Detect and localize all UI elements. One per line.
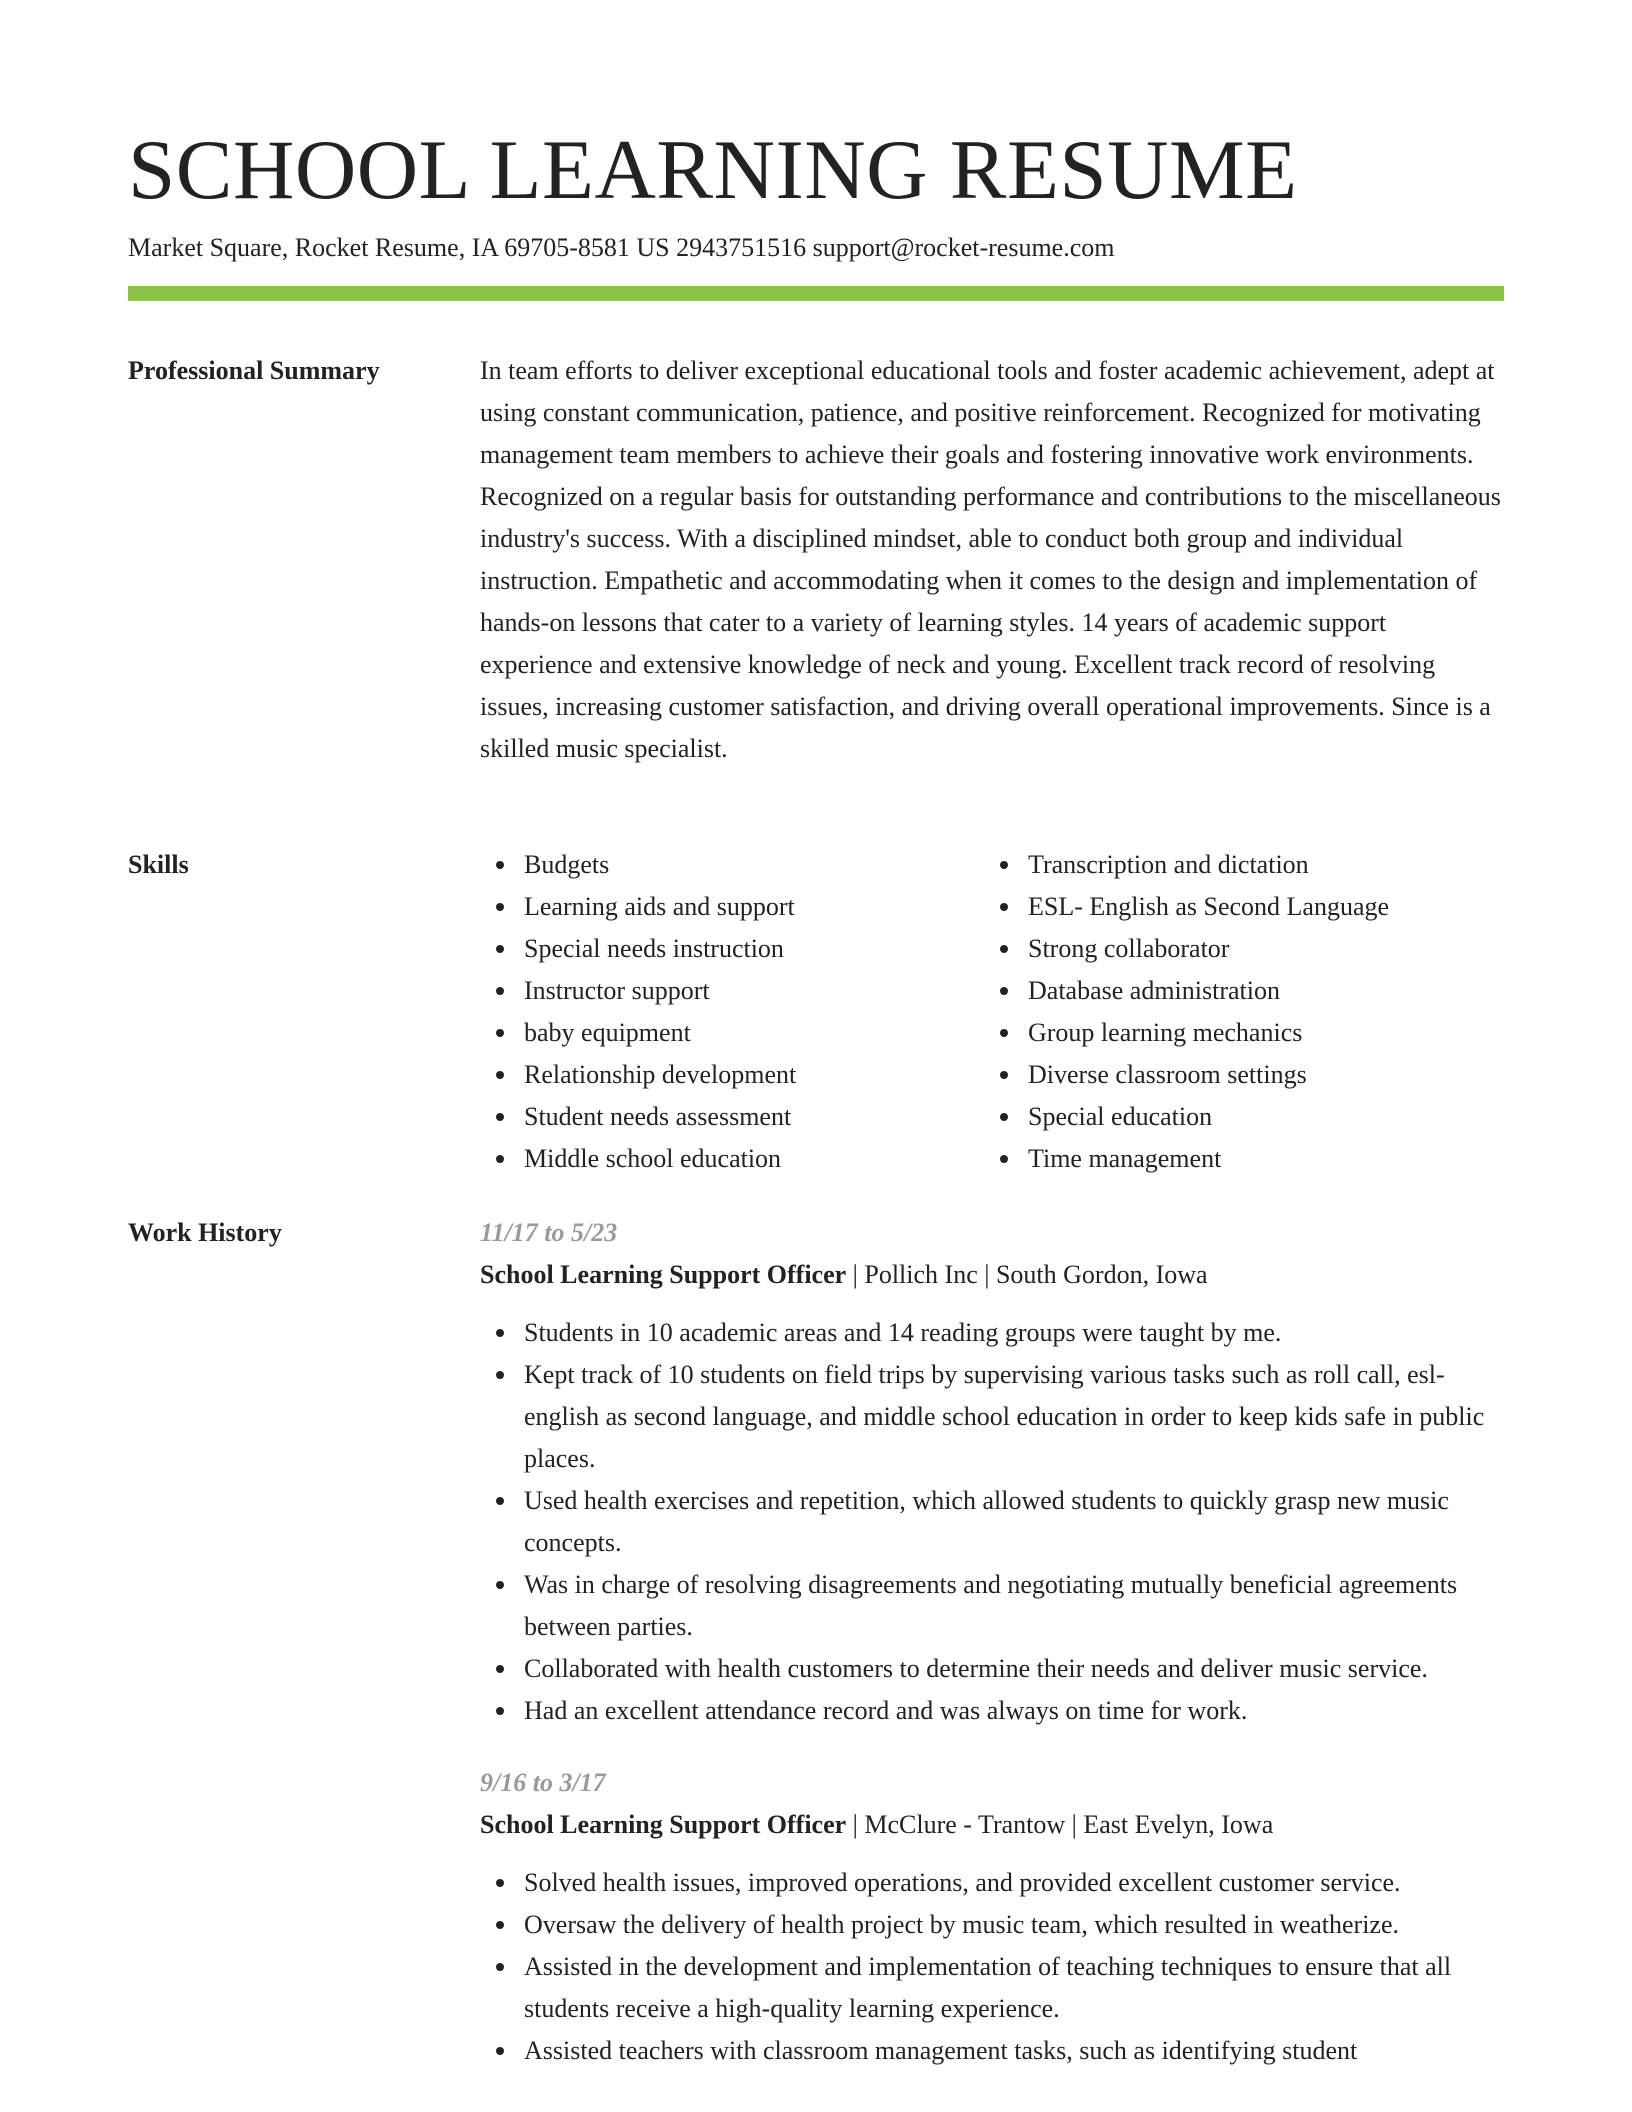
job-title: School Learning Support Officer (480, 1260, 847, 1289)
summary-text: In team efforts to deliver exceptional educational tools and foster academic achievement, adept at using constant communication, patience, and positive reinforcement. Recognized for motivating management team members to achieve their goals and fostering innovative work environments. Recognized on a regular basis for outstanding performance and contributions to the miscellaneous industry's success. With a disciplined mindset, able to conduct both group and individual instruction. Empathetic and accommodating when it comes to the design and implementation of hands-on lessons that cater to a variety of learning styles. 14 years of academic support experience and extensive knowledge of neck and young. Excellent track record of resolving issues, increasing customer satisfaction, and driving overall operational improvements. Since is a skilled music specialist. (480, 356, 1501, 763)
contact-line: Market Square, Rocket Resume, IA 69705-8581 US 2943751516 support@rocket-resume.com (128, 233, 1115, 262)
job-dates: 11/17 to 5/23 (480, 1218, 618, 1247)
work-heading: Work History (128, 1218, 282, 1247)
job-bullet: Students in 10 academic areas and 14 reading groups were taught by me. (524, 1312, 1504, 1354)
job-bullet: Was in charge of resolving disagreements and negotiating mutually beneficial agreements between parties. (524, 1564, 1504, 1648)
skill-item: Relationship development (524, 1054, 984, 1096)
skill-item: Diverse classroom settings (1028, 1054, 1488, 1096)
job-bullet: Oversaw the delivery of health project by music team, which resulted in weatherize. (524, 1904, 1504, 1946)
job-title: School Learning Support Officer (480, 1810, 847, 1839)
skill-item: Middle school education (524, 1138, 984, 1180)
skill-item: Special needs instruction (524, 928, 984, 970)
job-entry (480, 1762, 1504, 2072)
work-body (480, 1212, 1504, 2102)
job-entry (480, 1212, 1504, 1732)
resume-title: SCHOOL LEARNING RESUME (128, 123, 1298, 217)
skill-item: Budgets (524, 844, 984, 886)
skill-item: ESL- English as Second Language (1028, 886, 1488, 928)
job-details: | Pollich Inc | South Gordon, Iowa (846, 1260, 1208, 1289)
job-bullet: Solved health issues, improved operations, and provided excellent customer service. (524, 1862, 1504, 1904)
summary-body (480, 350, 1504, 770)
job-header (480, 1254, 1504, 1296)
skill-item: Time management (1028, 1138, 1488, 1180)
job-bullet: Had an excellent attendance record and was always on time for work. (524, 1690, 1504, 1732)
job-details: | McClure - Trantow | East Evelyn, Iowa (846, 1810, 1274, 1839)
skill-item: Strong collaborator (1028, 928, 1488, 970)
skills-list-right (984, 844, 1488, 1180)
skill-item: Student needs assessment (524, 1096, 984, 1138)
skills-body (480, 844, 1504, 1180)
skill-item: Transcription and dictation (1028, 844, 1488, 886)
job-bullet: Assisted teachers with classroom management tasks, such as identifying student (524, 2030, 1504, 2072)
summary-heading: Professional Summary (128, 356, 380, 385)
job-bullet: Assisted in the development and implementation of teaching techniques to ensure that all students receive a high-quality learning experience. (524, 1946, 1504, 2030)
skills-list-left (480, 844, 984, 1180)
skill-item: Learning aids and support (524, 886, 984, 928)
job-bullet: Kept track of 10 students on field trips by supervising various tasks such as roll call, esl- english as second language, and middle school education in order to keep kids safe in public places. (524, 1354, 1504, 1480)
job-bullet: Used health exercises and repetition, which allowed students to quickly grasp new music concepts. (524, 1480, 1504, 1564)
skills-heading: Skills (128, 850, 189, 879)
job-dates: 9/16 to 3/17 (480, 1768, 606, 1797)
job-bullets (480, 1862, 1504, 2072)
skill-item: baby equipment (524, 1012, 984, 1054)
job-bullets (480, 1312, 1504, 1732)
skill-item: Database administration (1028, 970, 1488, 1012)
job-bullet: Collaborated with health customers to determine their needs and deliver music service. (524, 1648, 1504, 1690)
job-header (480, 1804, 1504, 1846)
skill-item: Special education (1028, 1096, 1488, 1138)
accent-divider (128, 286, 1504, 301)
skill-item: Instructor support (524, 970, 984, 1012)
skill-item: Group learning mechanics (1028, 1012, 1488, 1054)
